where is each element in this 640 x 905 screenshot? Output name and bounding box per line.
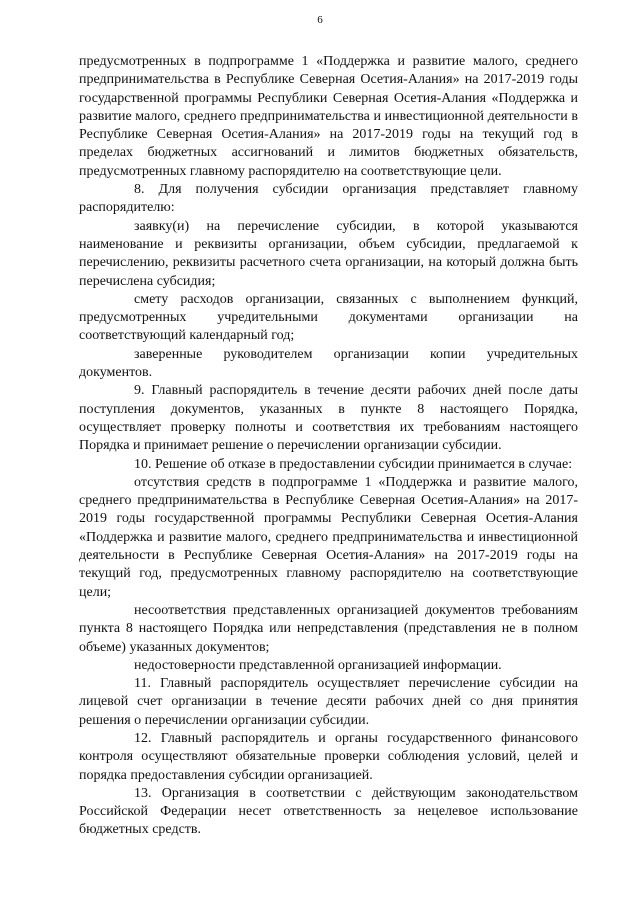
page-number: 6 xyxy=(317,14,323,26)
paragraph-item-10: 10. Решение об отказе в предоставлении субсидии принимается в случае: xyxy=(134,456,573,472)
paragraph-item-12: 12. Главный распорядитель и органы государственного финансового контроля осуществляют обязательные проверки соблюдения условий, целей и порядка предоставления субсидии организацией. xyxy=(79,730,578,783)
paragraph-application: заявку(и) на перечисление субсидии, в которой указываются наименование и реквизиты организации, объем субсидии, предлагаемой к перечислению, реквизиты расчетного счета организации, на который должна быть перечислена субсидия; xyxy=(79,218,578,289)
paragraph-continuation: предусмотренных в подпрограмме 1 «Поддержка и развитие малого, среднего предпринимательства в Республике Северная Осетия-Алания» на 2017-2019 годы государственной программы Республики Северная Осетия-Алания «Поддержка и развитие малого, среднего предпринимательства и инвестиционной деятельности в Республике Северная Осетия-Алания» на 2017-2019 годы на текущий год в пределах бюджетных ассигнований и лимитов бюджетных обязательств, предусмотренных главному распорядителю на соответствующие цели. xyxy=(79,54,578,179)
paragraph-item-8: 8. Для получения субсидии организация представляет главному распорядителю: xyxy=(79,182,578,216)
paragraph-noncompliance: несоответствия представленных организацией документов требованиям пункта 8 настоящего Порядка или непредставления (представления не в полном объеме) указанных документов; xyxy=(79,602,578,655)
paragraph-item-13: 13. Организация в соответствии с действующим законодательством Российской Федерации несет ответственность за нецелевое использование бюджетных средств. xyxy=(79,785,578,838)
paragraph-cost-estimate: смету расходов организации, связанных с выполнением функций, предусмотренных учредительными документами организации на соответствующий календарный год; xyxy=(79,291,578,344)
paragraph-certified-copies: заверенные руководителем организации копии учредительных документов. xyxy=(79,346,578,381)
paragraph-unreliable-info: недостоверности представленной организацией информации. xyxy=(134,657,502,673)
document-body xyxy=(79,53,578,840)
paragraph-item-11: 11. Главный распорядитель осуществляет перечисление субсидии на лицевой счет организации в течение десяти рабочих дней со дня принятия решения о перечислении организации субсидии. xyxy=(79,676,578,728)
paragraph-lack-of-funds: отсутствия средств в подпрограмме 1 «Поддержка и развитие малого, среднего предпринимательства в Республике Северная Осетия-Алания» на 2017-2019 годы государственной программы Республики Северная Осетия-Алания «Поддержка и развитие малого, среднего предпринимательства и инвестиционной деятельности в Республике Северная Осетия-Алания» на 2017-2019 годы на текущий год, предусмотренных главному распорядителю на соответствующие цели; xyxy=(79,474,578,600)
paragraph-item-9: 9. Главный распорядитель в течение десяти рабочих дней после даты поступления документов, указанных в пункте 8 настоящего Порядка, осуществляет проверку полноты и соответствия их требованиям настоящего Порядка и принимает решение о перечислении организации субсидии. xyxy=(79,383,578,454)
